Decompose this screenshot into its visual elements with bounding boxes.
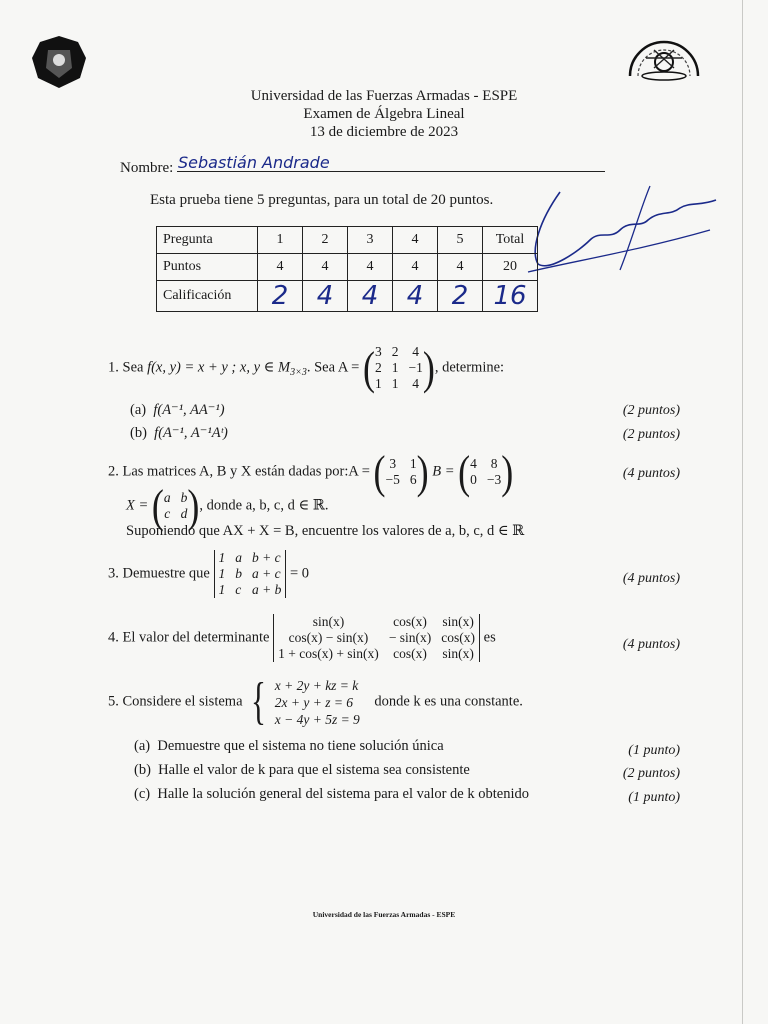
- exam-intro: Esta prueba tiene 5 preguntas, para un total de 20 puntos.: [150, 192, 494, 208]
- question-5a: [134, 738, 444, 755]
- question-5: [108, 673, 523, 730]
- question-5b: [134, 762, 470, 779]
- matrix-cell: 8: [490, 456, 498, 471]
- matrix-cell: 2: [374, 360, 382, 375]
- matrix-cell: 4: [470, 456, 477, 471]
- equation: x − 4y + 5z = 9: [274, 711, 360, 727]
- matrix-cell: 0: [470, 472, 477, 487]
- question-number: 2: [303, 227, 348, 254]
- det-cell: a + b: [252, 582, 282, 597]
- part-text: f(A⁻¹, AA⁻¹): [153, 402, 225, 418]
- determinant-3x3: [214, 550, 287, 598]
- determinant-trig-3x3: [273, 614, 480, 662]
- part-label: (b): [130, 425, 147, 441]
- det-cell: a + c: [252, 566, 281, 581]
- question-text: Demuestre que: [122, 565, 210, 582]
- score-total-handwritten: 16: [483, 281, 538, 312]
- matrix-cell: 1: [409, 456, 417, 471]
- matrix-cell: −3: [486, 472, 502, 487]
- points-total: 20: [483, 254, 538, 281]
- paren-left: (: [362, 342, 375, 394]
- question-text: Las matrices A, B y X están dadas por:A =: [122, 463, 370, 480]
- matrix-cell: 3: [389, 456, 397, 471]
- det-cell: c: [235, 582, 242, 597]
- points-label: (1 punto): [628, 790, 680, 805]
- student-name-handwritten: Sebastián Andrade: [178, 153, 330, 172]
- points-cell: 4: [438, 254, 483, 281]
- paren-right: ): [422, 342, 435, 394]
- question-text: , determine:: [434, 359, 505, 376]
- matrix-cell: 1: [391, 360, 399, 375]
- matrix-cell: 6: [409, 472, 417, 487]
- part-text: f(A⁻¹, A⁻¹Aᵗ): [154, 425, 228, 441]
- question-3: [108, 550, 309, 598]
- points-label: (4 puntos): [622, 637, 680, 652]
- points-label: (2 puntos): [622, 427, 680, 442]
- math-subscript: 3×3: [290, 367, 307, 379]
- question-1: [108, 344, 504, 392]
- det-cell: cos(x): [393, 614, 427, 629]
- matrix-a-3x3: [375, 344, 423, 392]
- row-label-pregunta: Pregunta: [157, 227, 258, 254]
- matrix-b-2x2: [470, 456, 501, 488]
- det-cell: cos(x) − sin(x): [288, 630, 369, 645]
- matrix-cell: 4: [412, 376, 420, 391]
- question-1a: [130, 402, 225, 419]
- math-expression: f(x, y) = x + y ; x, y ∈ M: [147, 359, 291, 376]
- part-label: (b): [134, 762, 151, 778]
- det-cell: 1: [218, 582, 226, 597]
- question-text: donde k es una constante.: [374, 693, 523, 710]
- exam-title: Examen de Álgebra Lineal: [303, 106, 465, 122]
- question-text: es: [483, 629, 496, 646]
- table-row-questions: [157, 227, 538, 254]
- question-2: [108, 446, 514, 498]
- matrix-cell: −1: [408, 360, 423, 375]
- matrix-cell: 1: [391, 376, 399, 391]
- det-cell: sin(x): [442, 646, 474, 661]
- question-text: Sea: [122, 359, 144, 376]
- question-number: 5.: [108, 693, 119, 710]
- paren-right: ): [416, 446, 429, 498]
- university-title: Universidad de las Fuerzas Armadas - ESPE: [250, 88, 518, 104]
- points-cell: 4: [348, 254, 393, 281]
- row-label-puntos: Puntos: [157, 254, 258, 281]
- points-label: (1 punto): [628, 743, 680, 758]
- det-cell: b + c: [252, 550, 281, 565]
- question-5c: [134, 786, 529, 803]
- table-row-points: [157, 254, 538, 281]
- det-cell: a: [235, 550, 242, 565]
- matrix-cell: 1: [374, 376, 382, 391]
- question-text: = 0: [290, 565, 310, 582]
- paren-left: (: [373, 446, 386, 498]
- matrix-cell: c: [164, 506, 171, 521]
- det-cell: 1 + cos(x) + sin(x): [278, 646, 379, 661]
- page-footer: Universidad de las Fuerzas Armadas - ESPE: [312, 910, 456, 919]
- part-label: (a): [134, 738, 151, 754]
- score-handwritten: 2: [438, 281, 483, 312]
- part-text: Halle el valor de k para que el sistema sea consistente: [158, 762, 470, 778]
- matrix-cell: 2: [391, 344, 399, 359]
- table-row-scores: [157, 281, 538, 312]
- score-handwritten: 4: [393, 281, 438, 312]
- equation: 2x + y + z = 6: [274, 694, 354, 710]
- score-handwritten: 4: [303, 281, 348, 312]
- points-cell: 4: [258, 254, 303, 281]
- question-number: 1: [258, 227, 303, 254]
- question-text: , donde a, b, c, d ∈ ℝ.: [199, 497, 329, 514]
- det-cell: cos(x): [441, 630, 476, 645]
- points-label: (2 puntos): [622, 403, 680, 418]
- matrix-cell: a: [163, 490, 171, 505]
- equation-system: [275, 677, 360, 728]
- matrix-cell: 3: [374, 344, 382, 359]
- question-4: [108, 614, 496, 662]
- question-number: 4: [393, 227, 438, 254]
- points-label: (4 puntos): [622, 571, 680, 586]
- scan-edge-line: [742, 0, 743, 1024]
- points-cell: 4: [303, 254, 348, 281]
- matrix-cell: b: [180, 490, 188, 505]
- det-cell: sin(x): [312, 614, 345, 629]
- part-text: Halle la solución general del sistema para el valor de k obtenido: [157, 786, 529, 802]
- total-header: Total: [483, 227, 538, 254]
- question-number: 3.: [108, 565, 119, 582]
- matrix-a-2x2: [386, 456, 417, 488]
- matrix-cell: d: [180, 506, 188, 521]
- department-seal-logo: [624, 28, 704, 84]
- part-label: (a): [130, 402, 147, 418]
- question-number: 1.: [108, 359, 119, 376]
- det-cell: − sin(x): [388, 630, 432, 645]
- det-cell: b: [235, 566, 242, 581]
- question-2-statement: Suponiendo que AX + X = B, encuentre los valores de a, b, c, d ∈ ℝ: [126, 523, 525, 539]
- question-text: El valor del determinante: [122, 629, 270, 646]
- part-text: Demuestre que el sistema no tiene solución única: [157, 738, 444, 754]
- question-number: 3: [348, 227, 393, 254]
- det-cell: 1: [218, 550, 226, 565]
- det-cell: 1: [218, 566, 226, 581]
- points-cell: 4: [393, 254, 438, 281]
- question-1b: [130, 425, 228, 442]
- det-cell: cos(x): [393, 646, 427, 661]
- det-cell: sin(x): [442, 614, 474, 629]
- paren-left: (: [151, 480, 164, 532]
- paren-right: ): [187, 480, 200, 532]
- matrix-x-2x2: [164, 490, 188, 522]
- grades-table: [156, 226, 538, 312]
- score-handwritten: 4: [348, 281, 393, 312]
- question-text: X =: [126, 497, 149, 514]
- question-text: . Sea A =: [306, 359, 360, 376]
- row-label-calificacion: Calificación: [157, 281, 258, 312]
- matrix-cell: 4: [412, 344, 420, 359]
- paren-left: (: [458, 446, 471, 498]
- matrix-cell: −5: [385, 472, 400, 487]
- name-label: Nombre:: [120, 160, 174, 176]
- espe-crest-logo: [28, 32, 90, 90]
- part-label: (c): [134, 786, 151, 802]
- question-number: 5: [438, 227, 483, 254]
- score-handwritten: 2: [258, 281, 303, 312]
- question-number: 4.: [108, 629, 119, 646]
- handwritten-signature: [520, 180, 720, 280]
- equation: x + 2y + kz = k: [274, 677, 359, 693]
- question-2-matrix-x: [126, 480, 329, 532]
- question-text: Considere el sistema: [122, 693, 243, 710]
- system-brace: {: [251, 673, 267, 730]
- exam-date: 13 de diciembre de 2023: [309, 124, 459, 140]
- points-label: (4 puntos): [622, 466, 680, 481]
- question-number: 2.: [108, 463, 119, 480]
- paren-right: ): [501, 446, 514, 498]
- points-label: (2 puntos): [622, 766, 680, 781]
- question-text: B =: [432, 463, 455, 480]
